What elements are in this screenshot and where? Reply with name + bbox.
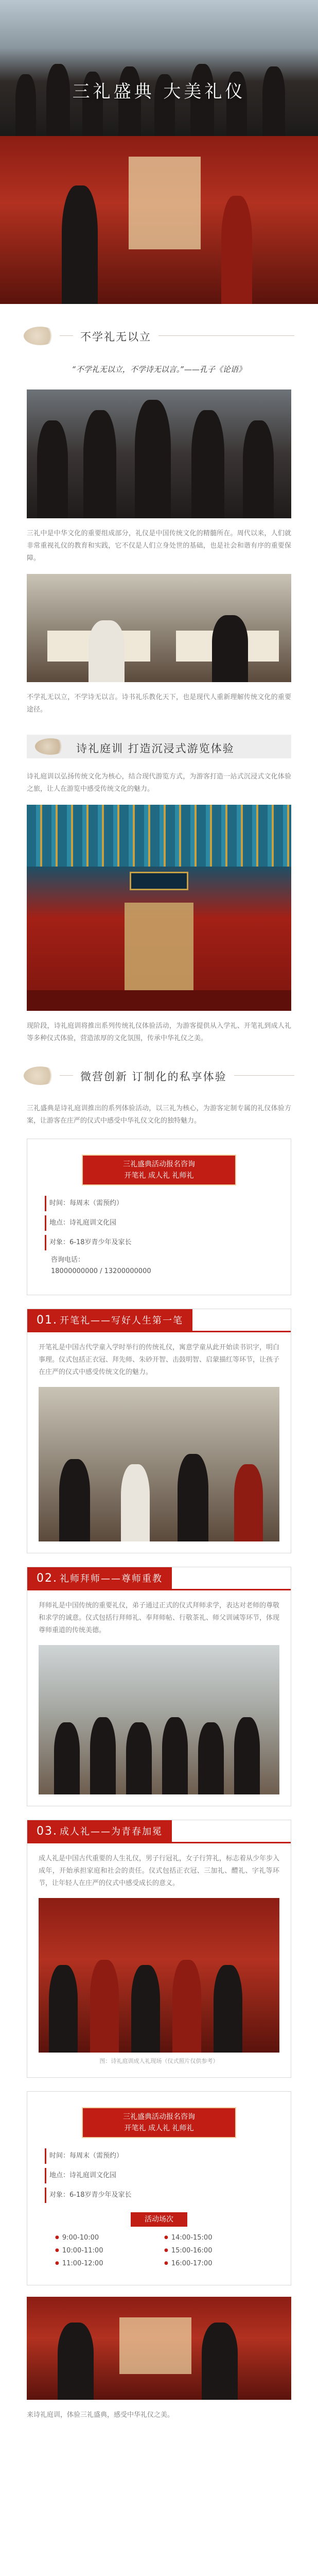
card-tab bbox=[27, 1309, 192, 1331]
section-heading-text: 不学礼无以立 bbox=[73, 329, 158, 344]
card-number: 01. bbox=[37, 1314, 58, 1327]
section2-paragraph-1: 诗礼庭训以弘扬传统文化为核心，结合现代游览方式，为游客打造一站式沉浸式文化体验之旅，让人在游览中感受传统文化的魅力。 bbox=[27, 773, 291, 793]
cloud-icon bbox=[24, 327, 57, 345]
schedule-grid bbox=[45, 2234, 273, 2267]
footer-paragraph: 来诗礼庭训，体验三礼盛典，感受中华礼仪之美。 bbox=[27, 2411, 174, 2419]
painted-eaves bbox=[27, 805, 291, 867]
section-heading-3 bbox=[24, 1064, 294, 1087]
schedule-slot: ● 16:00-17:00 bbox=[164, 2260, 263, 2267]
info-box-1 bbox=[27, 1139, 291, 1295]
section2-paragraph-2: 现阶段，诗礼庭训将推出系列传统礼仪体验活动，为游客提供从入学礼、开笔礼到成人礼等多种仪式体验，营造浓厚的文化氛围，传承中华礼仪之美。 bbox=[27, 1022, 291, 1042]
info-row-time: 时间：每周末（需预约） bbox=[45, 2148, 273, 2164]
schedule-slot: ● 11:00-12:00 bbox=[55, 2260, 154, 2267]
apprentice-ceremony-image bbox=[39, 1645, 279, 1794]
coming-of-age-image bbox=[39, 1898, 279, 2053]
ceremony-image-1 bbox=[0, 136, 318, 304]
info-row-location: 地点：诗礼庭训文化园 bbox=[45, 1215, 273, 1231]
card-text: 开笔礼是中国古代学童入学时举行的传统礼仪，寓意学童从此开始读书识字，明白事理。仪式包括正衣冠、拜先师、朱砂开智、击鼓明智、启蒙描红等环节，让孩子在庄严的仪式中感受传统文化的魅力。 bbox=[39, 1344, 280, 1376]
altar bbox=[27, 990, 291, 1011]
schedule-slot: ● 9:00-10:00 bbox=[55, 2234, 154, 2242]
info-row-audience: 对象：6-18岁青少年及家长 bbox=[45, 1235, 273, 1250]
section1-paragraph-2: 不学礼无以立，不学诗无以言。诗书礼乐教化天下，也是现代人重新理解传统文化的重要途径。 bbox=[27, 693, 291, 714]
ceremony-card-2 bbox=[27, 1567, 291, 1806]
hall-plaque bbox=[130, 872, 188, 890]
schedule-label: 活动场次 bbox=[131, 2212, 187, 2227]
card-title: 成人礼——为青春加冕 bbox=[60, 1826, 163, 1837]
card-number: 03. bbox=[37, 1825, 58, 1838]
section-heading-text: 微营创新 订制化的私享体验 bbox=[73, 1069, 234, 1084]
opening-ceremony-image bbox=[39, 1387, 279, 1541]
ceremony-card-3 bbox=[27, 1820, 291, 2078]
card-text: 拜师礼是中国传统的重要礼仪，弟子通过正式的仪式拜师求学，表达对老师的尊敬和求学的诚意。仪式包括行拜师礼、奉拜师帖、行敬茶礼、师父训诫等环节，体现尊师重道的传统美德。 bbox=[39, 1602, 280, 1634]
card-tab bbox=[27, 1567, 172, 1589]
phone-number[interactable]: 18000000000 / 13200000000 bbox=[51, 1267, 151, 1275]
section-heading-2 bbox=[27, 735, 291, 758]
info-box-title: 三礼盛典活动报名咨询 开笔礼 成人礼 礼师礼 bbox=[82, 2107, 236, 2138]
temple-hall-image bbox=[27, 805, 291, 1011]
bottom-ceremony-image bbox=[27, 2297, 291, 2400]
section3-paragraph: 三礼盛典是诗礼庭训推出的系列体验活动，以三礼为核心，为游客定制专属的礼仪体验方案，让游客在庄严的仪式中感受中华礼仪文化的独特魅力。 bbox=[27, 1105, 291, 1125]
ceremony-image-2 bbox=[27, 389, 291, 518]
card-tab bbox=[27, 1820, 172, 1842]
card-title: 礼师拜师——尊师重教 bbox=[60, 1573, 163, 1584]
confucius-portrait bbox=[125, 903, 193, 990]
info-row-time: 时间：每周末（需预约） bbox=[45, 1196, 273, 1211]
schedule-slot: ● 14:00-15:00 bbox=[164, 2234, 263, 2242]
schedule-slot: ● 15:00-16:00 bbox=[164, 2247, 263, 2255]
cloud-icon bbox=[24, 1066, 57, 1085]
info-row-location: 地点：诗礼庭训文化园 bbox=[45, 2168, 273, 2183]
card-text: 成人礼是中国古代重要的人生礼仪，男子行冠礼，女子行笄礼，标志着从少年步入成年，开始承担家庭和社会的责任。仪式包括正衣冠、三加礼、醴礼、字礼等环节，让年轻人在庄严的仪式中感受成长的意义。 bbox=[39, 1855, 280, 1887]
info-box-2 bbox=[27, 2091, 291, 2285]
cloud-icon bbox=[35, 738, 66, 755]
phone-label: 咨询电话： bbox=[51, 1256, 85, 1264]
section1-paragraph-1: 三礼中是中华文化的重要组成部分，礼仪是中国传统文化的精髓所在。周代以来，人们就非常重视礼仪的教育和实践，它不仅是人们立身处世的基础，也是社会和谐有序的重要保障。 bbox=[27, 530, 291, 562]
card-title: 开笔礼——写好人生第一笔 bbox=[60, 1315, 183, 1326]
top-banner-image bbox=[0, 0, 318, 136]
info-row-audience: 对象：6-18岁青少年及家长 bbox=[45, 2188, 273, 2203]
banner-title: 三礼盛典 大美礼仪 bbox=[72, 81, 246, 102]
card-number: 02. bbox=[37, 1572, 58, 1585]
confucius-quote: “不学礼无以立，不学诗无以言。”——孔子《论语》 bbox=[72, 365, 246, 374]
info-box-title: 三礼盛典活动报名咨询 开笔礼 成人礼 礼师礼 bbox=[82, 1155, 236, 1185]
section-heading-1 bbox=[24, 325, 294, 347]
image-caption: 图：诗礼庭训成人礼现场（仪式照片仅供参考） bbox=[99, 2058, 219, 2064]
ceremony-table bbox=[119, 2317, 191, 2374]
ceremony-card-1 bbox=[27, 1309, 291, 1553]
section-heading-text: 诗礼庭训 打造沉浸式游览体验 bbox=[76, 742, 235, 755]
calligraphy-image bbox=[27, 574, 291, 682]
scroll-decoration bbox=[129, 157, 201, 249]
schedule-slot: ● 10:00-11:00 bbox=[55, 2247, 154, 2255]
